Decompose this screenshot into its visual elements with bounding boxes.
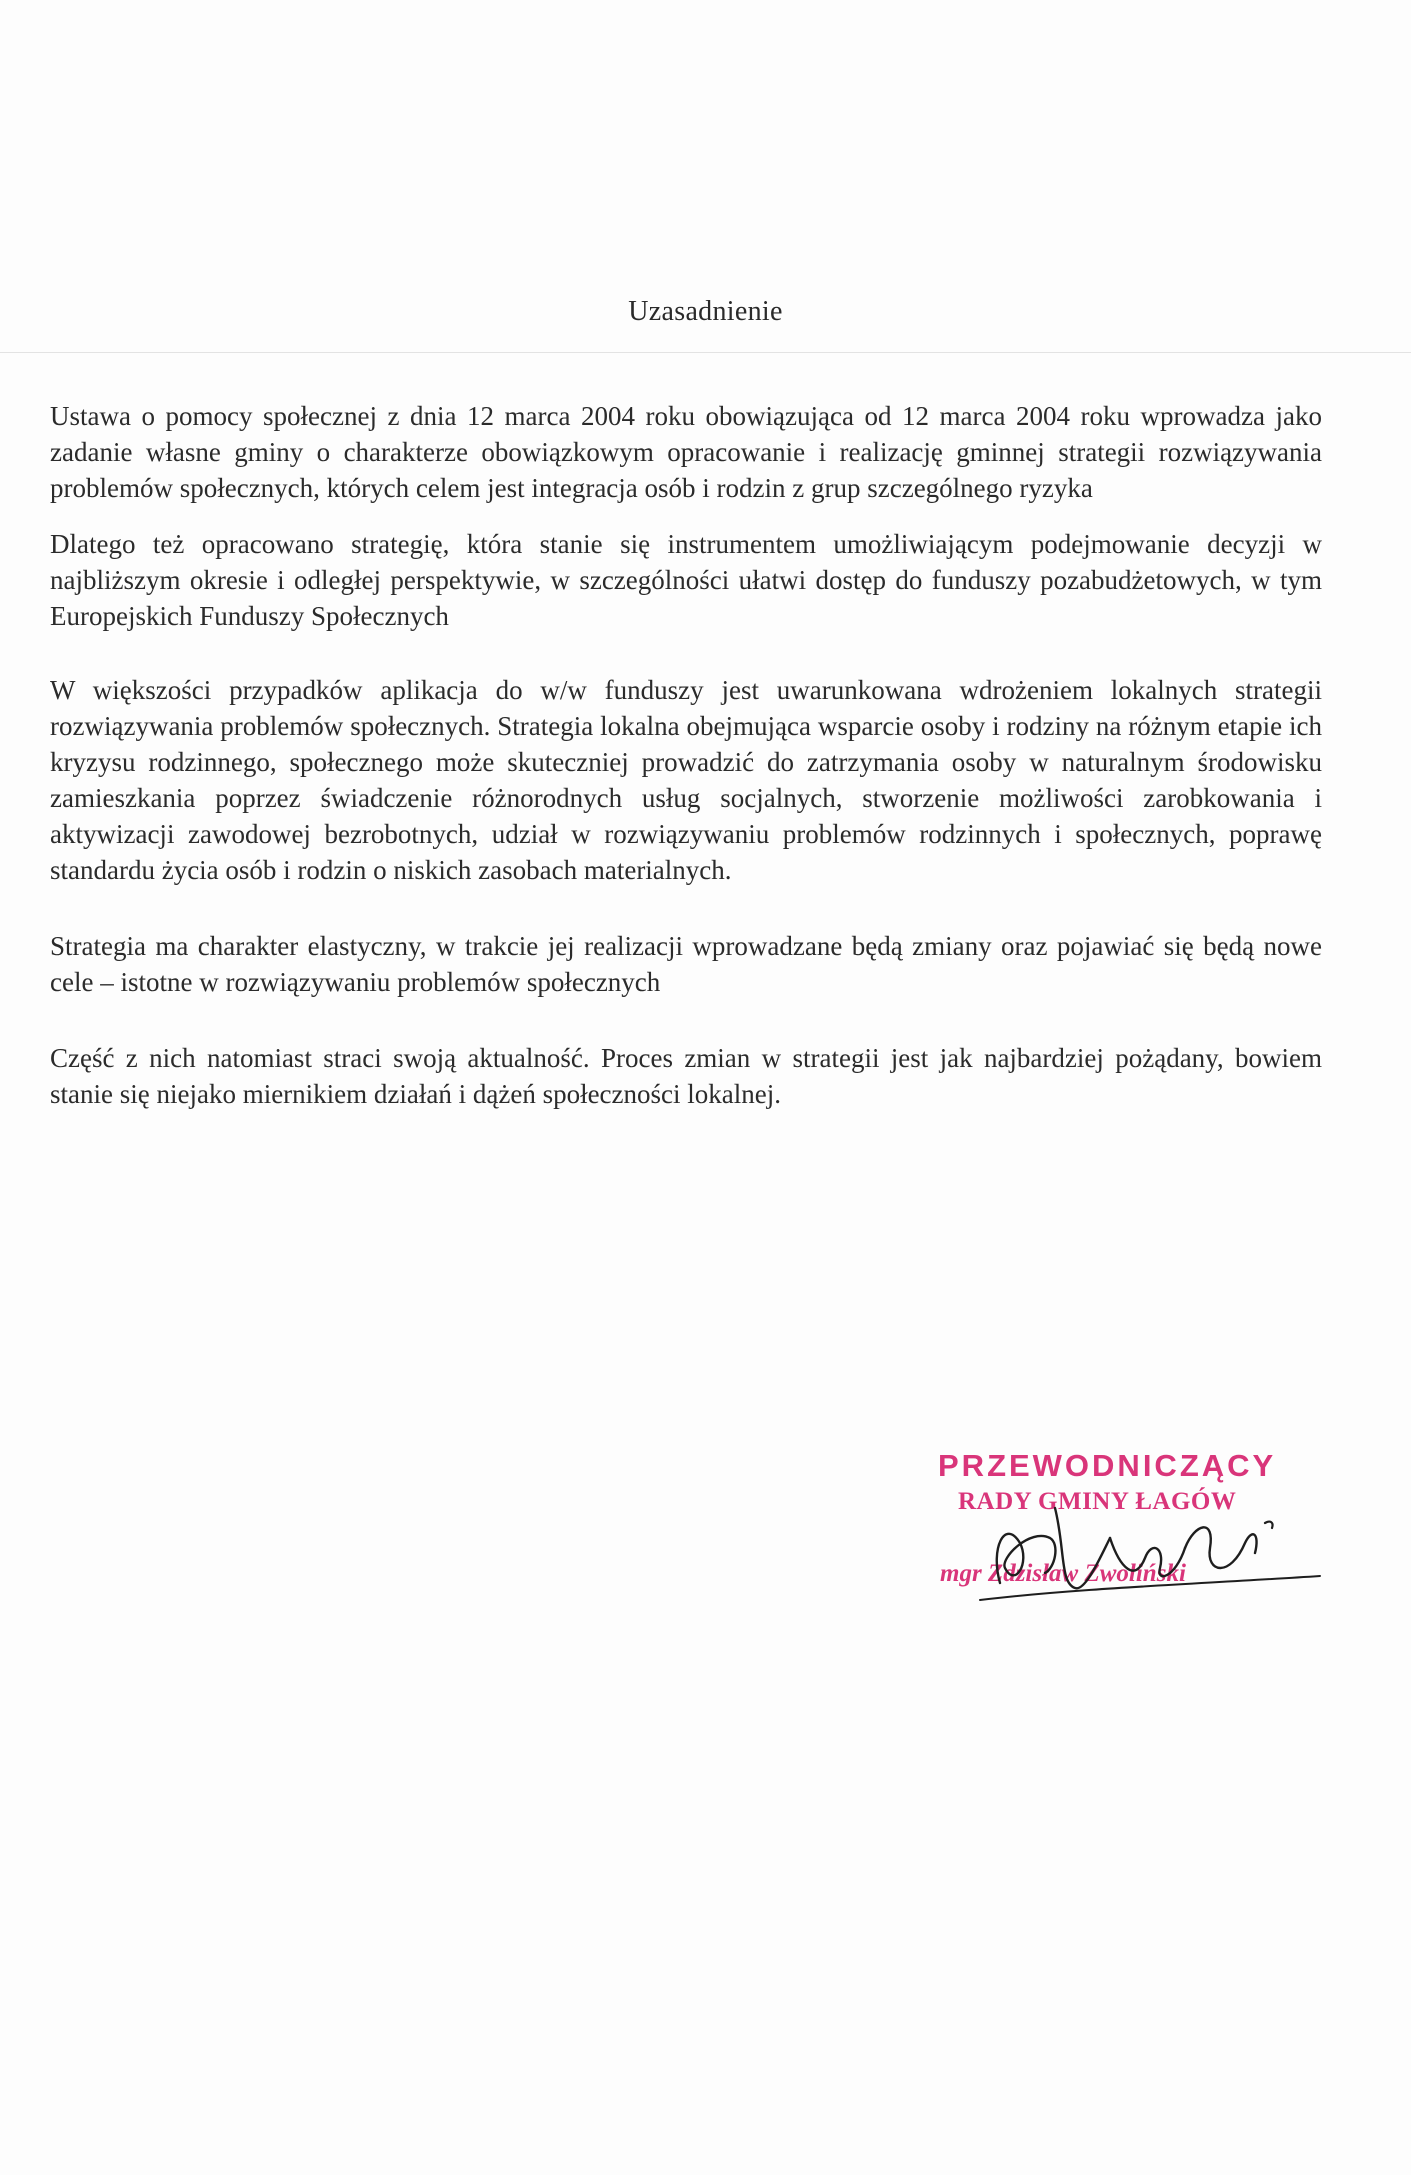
handwritten-signature (960, 1488, 1330, 1608)
document-heading: Uzasadnienie (628, 296, 783, 327)
stamp-body: RADY GMINY ŁAGÓW (958, 1488, 1237, 1515)
paragraph-2: Dlatego też opracowano strategię, która stanie się instrumentem umożliwiającym podejmowanie decyzji w najbliższym okresie i odległej perspektywie, w szczególności ułatwi dostęp do funduszy pozabudżetowych, w tym Europejskich Funduszy Społecznych (50, 529, 1322, 631)
fold-line (0, 352, 1411, 353)
paragraph-4: Strategia ma charakter elastyczny, w trakcie jej realizacji wprowadzane będą zmiany oraz pojawiać się będą nowe cele – istotne w rozwiązywaniu problemów społecznych (50, 931, 1322, 997)
paragraph-1: Ustawa o pomocy społecznej z dnia 12 marca 2004 roku obowiązująca od 12 marca 2004 roku wprowadza jako zadanie własne gminy o charakterze obowiązkowym opracowanie i realizację gminnej strategii rozwiązywania problemów społecznych, których celem jest integracja osób i rodzin z grup szczególnego ryzyka (50, 401, 1322, 503)
stamp-name: mgr Zdzisław Zwoliński (940, 1560, 1186, 1587)
document-body (50, 398, 1322, 1112)
paragraph-3: W większości przypadków aplikacja do w/w funduszy jest uwarunkowana wdrożeniem lokalnych strategii rozwiązywania problemów społecznych. Strategia lokalna obejmująca wsparcie osoby i rodziny na różnym etapie ich kryzysu rodzinnego, społecznego może skuteczniej prowadzić do zatrzymania osoby w naturalnym środowisku zamieszkania poprzez świadczenie różnorodnych usług socjalnych, stworzenie możliwości zarobkowania i aktywizacji zawodowej bezrobotnych, udział w rozwiązywaniu problemów rodzinnych i społecznych, poprawę standardu życia osób i rodzin o niskich zasobach materialnych. (50, 675, 1322, 885)
paragraph-5: Część z nich natomiast straci swoją aktualność. Proces zmian w strategii jest jak najbardziej pożądany, bowiem stanie się niejako miernikiem działań i dążeń społeczności lokalnej. (50, 1043, 1322, 1109)
stamp-title: PRZEWODNICZĄCY (938, 1448, 1277, 1483)
